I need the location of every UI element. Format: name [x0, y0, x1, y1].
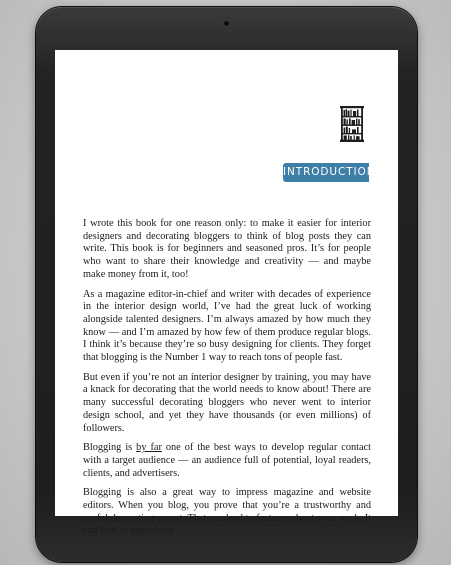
chapter-title-banner: INTRODUCTION — [283, 163, 369, 182]
paragraph-4-end: one of the best ways to develop regular contact with a target audience — an audience full of potential, loyal readers, clients, and advertisers. — [83, 442, 371, 479]
paragraph-2: As a magazine editor-in-chief and writer with decades of experience in the interior design world, I’ve had the great luck of working alongside talented designers. I’m always amazed by how much they know — and I’m amazed by how few of them produce regular blogs. I think it’s because they’re so busy designing for clients. They forget that blogging is the Number 1 way to reach tons of people fast. — [83, 288, 371, 364]
tablet-device — [36, 7, 417, 562]
paragraph-1: I wrote this book for one reason only: to make it easier for interior designers and decorating bloggers to think of blog posts they can write. This book is for beginners and seasoned pros. It’s for people who want to share their knowledge and creativity — and maybe make money from it, too! — [83, 218, 371, 280]
paragraph-4-start: Blogging is — [83, 442, 137, 454]
paragraph-5: Blogging is also a great way to impress magazine and website editors. When you blog, you prove that you’re a trustworthy and useful decorating expert. That can lead to features about your work. It can lead to interviews — [83, 487, 371, 537]
paragraph-3: But even if you’re not an interior designer by training, you may have a knack for decorating that the world needs to know about! There are many successful decorating bloggers who never went to interior design school, and yet they have thousands (or even millions) of followers. — [83, 371, 371, 434]
chapter-body-text — [83, 218, 371, 545]
ebook-page[interactable] — [55, 50, 398, 537]
paragraph-4 — [83, 442, 371, 480]
underlined-emphasis: by far — [136, 442, 162, 454]
front-camera — [224, 21, 229, 26]
bookshelf-icon — [340, 106, 364, 142]
